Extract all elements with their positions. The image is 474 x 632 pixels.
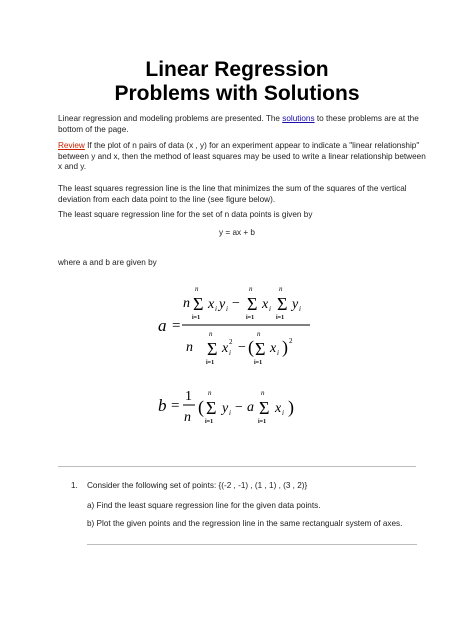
formula-a-equals: = <box>172 318 181 334</box>
page-title-line-2: Problems with Solutions <box>114 82 360 105</box>
formula-b-paren-close: ) <box>288 397 294 417</box>
formula-b-sum2-upper: n <box>261 389 265 397</box>
formula-b-sigma-2: Σ <box>259 398 270 418</box>
formula-a-i2: i <box>226 305 228 313</box>
problem-1-number: 1. <box>71 481 78 490</box>
formula-a-minus-1: − <box>232 296 240 311</box>
review-paragraph <box>58 141 428 173</box>
intro-paragraph <box>58 114 428 135</box>
formula-b-lhs: b <box>158 396 167 415</box>
formula-a-x3: x <box>222 341 229 356</box>
formula-a-minus-2: − <box>238 340 246 355</box>
formula-a-i3: i <box>269 305 271 313</box>
formula-a-sum4-lower: i=1 <box>206 360 215 366</box>
formula-a-paren-open: ( <box>248 337 254 357</box>
formula-b-i1: i <box>229 409 231 417</box>
least-squares-paragraph: The least squares regression line is the line that minimizes the sum of the squares of the vertical deviation from each data point to the line (see figure below). <box>58 184 407 204</box>
formula-a-paren-close: ) <box>282 337 288 357</box>
formula-b-paren-open: ( <box>198 397 204 417</box>
formula-b-minus: − <box>235 400 243 415</box>
solutions-link[interactable]: solutions <box>282 114 315 123</box>
formula-a-sum1-lower: i=1 <box>192 315 201 321</box>
formula-a-sum3-lower: i=1 <box>276 315 285 321</box>
review-link[interactable]: Review <box>58 141 85 150</box>
formula-a-sum2-lower: i=1 <box>246 315 255 321</box>
formula-a-sigma-3: Σ <box>277 294 288 314</box>
formula-a-sum5-upper: n <box>257 330 261 338</box>
formula-a-y2: y <box>292 297 299 312</box>
formula-a-sum5-lower: i=1 <box>254 360 263 366</box>
formula-a-y1: y <box>219 297 226 312</box>
section-divider-top <box>58 466 416 467</box>
formula-b-equals: = <box>171 398 180 414</box>
formula-a-i4: i <box>299 305 301 313</box>
formula-a-sum2-upper: n <box>249 285 253 293</box>
review-text: If the plot of n pairs of data (x , y) for an experiment appear to indicate a "linear relationship" between y and x, then the method of least squares may be used to write a linear relationship between x and y. <box>58 141 426 171</box>
formula-b-a: a <box>247 400 254 415</box>
formula-a-n-den: n <box>186 340 193 355</box>
formula-b-sum1-upper: n <box>208 389 212 397</box>
formula-a-x4: x <box>270 341 277 356</box>
formula-b-sum2-lower: i=1 <box>258 419 267 425</box>
formula-a-i1: i <box>215 305 217 313</box>
formula-a-sum3-upper: n <box>279 285 283 293</box>
formula-a-sigma-4: Σ <box>207 339 218 359</box>
page-title-line-1: Linear Regression <box>145 58 329 81</box>
formula-a-i5: i <box>229 349 231 357</box>
formula-a-sum4-upper: n <box>209 330 213 338</box>
intro-text-start: Linear regression and modeling problems are presented. The <box>58 114 283 123</box>
formula-b-n: n <box>184 410 191 425</box>
intro-text-end: to these problems are at the bottom of the page. <box>58 114 419 134</box>
formula-b-i2: i <box>282 409 284 417</box>
formula-a-i6: i <box>277 349 279 357</box>
formula-a-sigma-2: Σ <box>247 294 258 314</box>
formula-a-exp-1: 2 <box>229 338 233 346</box>
where-paragraph: where a and b are given by <box>58 258 157 267</box>
problem-1-part-b: b) Plot the given points and the regression line in the same rectangualr system of axes. <box>87 519 403 528</box>
formula-b-one: 1 <box>185 389 192 404</box>
regression-line-paragraph: The least square regression line for the set of n data points is given by <box>58 210 313 219</box>
formula-a-sum1-upper: n <box>195 285 199 293</box>
formula-b-sum1-lower: i=1 <box>205 419 214 425</box>
problem-1-part-a: a) Find the least square regression line for the given data points. <box>87 501 321 510</box>
formula-b-x: x <box>275 401 282 416</box>
formula-b <box>0 378 474 438</box>
formula-a <box>0 280 474 370</box>
formula-a-exp-2: 2 <box>289 337 293 345</box>
problem-1-text: Consider the following set of points: {(-2 , -1) , (1 , 1) , (3 , 2)} <box>87 481 308 490</box>
formula-b-y: y <box>222 401 229 416</box>
formula-a-sigma-5: Σ <box>255 339 266 359</box>
formula-a-lhs: a <box>158 316 167 335</box>
formula-a-x2: x <box>262 297 269 312</box>
regression-equation: y = ax + b <box>219 228 255 237</box>
formula-b-sigma-1: Σ <box>206 398 217 418</box>
formula-a-sigma-1: Σ <box>193 294 204 314</box>
formula-a-n: n <box>183 296 190 311</box>
formula-a-x1: x <box>208 297 215 312</box>
section-divider-bottom <box>87 544 417 545</box>
